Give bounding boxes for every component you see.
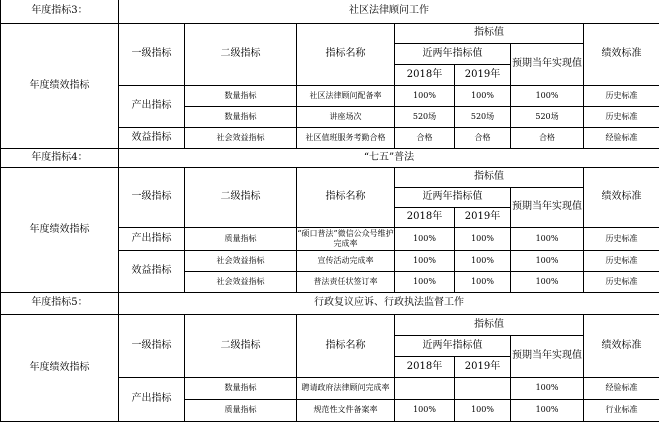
header-level2: 二级指标: [185, 314, 297, 377]
cell-expected: 100%: [511, 377, 584, 399]
cell-standard: 历史标准: [584, 106, 659, 127]
header-standard: 绩效标准: [584, 23, 659, 85]
cell-name: 社区法律顾问配备率: [297, 85, 395, 106]
cell-expected: 100%: [511, 271, 584, 292]
header-standard: 绩效标准: [584, 167, 659, 227]
cell-2019: 100%: [455, 250, 511, 271]
header-level2: 二级指标: [185, 167, 297, 227]
cell-l1: 产出指标: [119, 227, 185, 250]
header-2019: 2019年: [455, 64, 511, 85]
block-label: 年度绩效指标: [1, 167, 119, 292]
block-label: 年度绩效指标: [1, 23, 119, 148]
cell-name: “硕口普法”微信公众号维护完成率: [297, 227, 395, 250]
header-expected: 预期当年实现值: [511, 187, 584, 227]
header-name: 指标名称: [297, 314, 395, 377]
cell-l2: 数量指标: [185, 106, 297, 127]
header-2018: 2018年: [395, 207, 455, 227]
header-level1: 一级指标: [119, 314, 185, 377]
cell-l1: 产出指标: [119, 377, 185, 421]
cell-name: 规范性文件备案率: [297, 399, 395, 421]
cell-l2: 社会效益指标: [185, 271, 297, 292]
cell-2019: 520场: [455, 106, 511, 127]
cell-2018: 100%: [395, 85, 455, 106]
cell-2019: [455, 377, 511, 399]
header-recent: 近两年指标值: [395, 335, 511, 356]
cell-l1: 效益指标: [119, 250, 185, 292]
section-title: 行政复议应诉、行政执法监督工作: [119, 292, 659, 314]
cell-2018: 100%: [395, 250, 455, 271]
cell-2019: 100%: [455, 85, 511, 106]
cell-l2: 质量指标: [185, 227, 297, 250]
cell-2019: 合格: [455, 127, 511, 148]
cell-2019: 100%: [455, 399, 511, 421]
section-label: 年度指标4：: [1, 148, 119, 167]
header-recent: 近两年指标值: [395, 187, 511, 207]
cell-expected: 100%: [511, 250, 584, 271]
cell-standard: 行业标准: [584, 399, 659, 421]
cell-l2: 社会效益指标: [185, 127, 297, 148]
section-label: 年度指标3：: [1, 0, 119, 23]
cell-expected: 100%: [511, 399, 584, 421]
cell-l1: 产出指标: [119, 85, 185, 127]
section-label: 年度指标5：: [1, 292, 119, 314]
cell-standard: 历史标准: [584, 85, 659, 106]
cell-expected: 100%: [511, 85, 584, 106]
cell-l2: 质量指标: [185, 399, 297, 421]
cell-l2: 数量指标: [185, 85, 297, 106]
header-level1: 一级指标: [119, 167, 185, 227]
cell-name: 宣传活动完成率: [297, 250, 395, 271]
cell-standard: 历史标准: [584, 227, 659, 250]
cell-standard: 经验标准: [584, 127, 659, 148]
cell-2018: 100%: [395, 227, 455, 250]
cell-2018: 100%: [395, 399, 455, 421]
cell-2018: [395, 377, 455, 399]
cell-2018: 520场: [395, 106, 455, 127]
cell-name: 社区值班服务考勤合格: [297, 127, 395, 148]
section-title: “七五”普法: [119, 148, 659, 167]
cell-l2: 数量指标: [185, 377, 297, 399]
header-expected: 预期当年实现值: [511, 43, 584, 85]
header-level1: 一级指标: [119, 23, 185, 85]
header-name: 指标名称: [297, 167, 395, 227]
header-standard: 绩效标准: [584, 314, 659, 377]
cell-expected: 100%: [511, 227, 584, 250]
cell-name: 普法责任状签订率: [297, 271, 395, 292]
cell-2018: 100%: [395, 271, 455, 292]
cell-standard: 历史标准: [584, 271, 659, 292]
cell-name: 聘请政府法律顾问完成率: [297, 377, 395, 399]
header-value: 指标值: [395, 314, 584, 335]
cell-standard: 历史标准: [584, 250, 659, 271]
cell-2019: 100%: [455, 227, 511, 250]
cell-2018: 合格: [395, 127, 455, 148]
cell-l1: 效益指标: [119, 127, 185, 148]
header-2018: 2018年: [395, 64, 455, 85]
header-2018: 2018年: [395, 356, 455, 377]
cell-expected: 合格: [511, 127, 584, 148]
header-recent: 近两年指标值: [395, 43, 511, 64]
header-name: 指标名称: [297, 23, 395, 85]
cell-l2: 社会效益指标: [185, 250, 297, 271]
cell-expected: 520场: [511, 106, 584, 127]
section-title: 社区法律顾问工作: [119, 0, 659, 23]
header-value: 指标值: [395, 167, 584, 187]
header-2019: 2019年: [455, 356, 511, 377]
block-label: 年度绩效指标: [1, 314, 119, 421]
header-expected: 预期当年实现值: [511, 335, 584, 377]
header-level2: 二级指标: [185, 23, 297, 85]
header-2019: 2019年: [455, 207, 511, 227]
cell-name: 讲座场次: [297, 106, 395, 127]
cell-standard: 经验标准: [584, 377, 659, 399]
cell-2019: 100%: [455, 271, 511, 292]
header-value: 指标值: [395, 23, 584, 43]
